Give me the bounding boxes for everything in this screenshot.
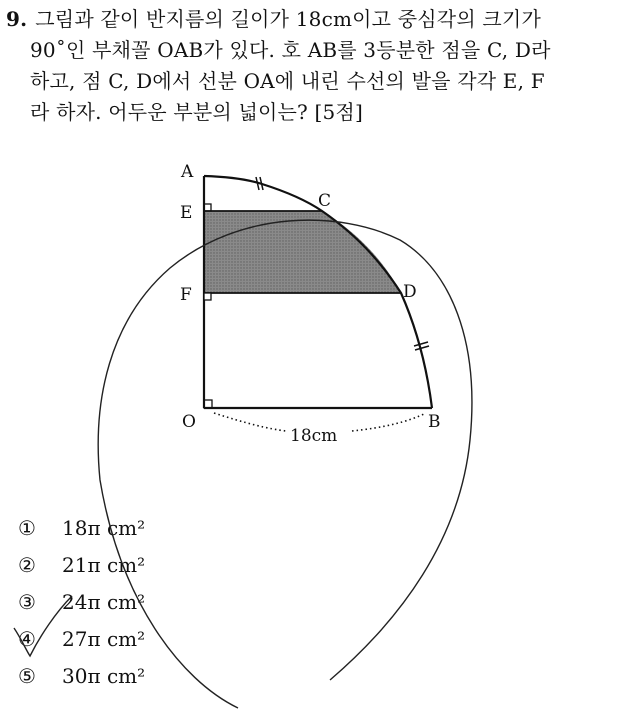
shaded-region bbox=[204, 211, 401, 293]
choice-3-text: 24π cm² bbox=[62, 590, 146, 614]
choice-2[interactable] bbox=[18, 547, 145, 584]
choice-1[interactable] bbox=[18, 510, 145, 547]
label-point-c: C bbox=[318, 191, 332, 211]
choice-4-number: ④ bbox=[18, 627, 36, 651]
arc-tick-mark-3 bbox=[414, 342, 428, 346]
choice-3[interactable] bbox=[18, 584, 145, 621]
label-point-o: O bbox=[182, 412, 196, 432]
choice-5-number: ⑤ bbox=[18, 664, 36, 688]
label-point-f: F bbox=[180, 285, 192, 305]
label-point-e: E bbox=[180, 203, 193, 223]
radius-label: 18cm bbox=[290, 426, 338, 446]
choice-3-number: ③ bbox=[18, 590, 36, 614]
choice-5-text: 30π cm² bbox=[62, 664, 146, 688]
problem-line-3: 하고, 점 C, D에서 선분 OA에 내린 수선의 발을 각각 E, F bbox=[30, 69, 545, 93]
arc-tick-mark-4 bbox=[415, 346, 429, 350]
answer-choices bbox=[18, 510, 145, 695]
label-point-b: B bbox=[428, 412, 441, 432]
label-point-d: D bbox=[403, 282, 417, 302]
choice-1-text: 18π cm² bbox=[62, 516, 146, 540]
choice-2-number: ② bbox=[18, 553, 36, 577]
choice-4-text: 27π cm² bbox=[62, 627, 146, 651]
choice-2-text: 21π cm² bbox=[62, 553, 146, 577]
problem-line-2: 90˚인 부채꼴 OAB가 있다. 호 AB를 3등분한 점을 C, D라 bbox=[30, 38, 551, 62]
right-angle-mark-f bbox=[204, 293, 211, 300]
choice-1-number: ① bbox=[18, 516, 36, 540]
problem-number: 9. bbox=[6, 7, 28, 31]
problem-line-1: 9. 그림과 같이 반지름의 길이가 18cm이고 중심각의 크기가 bbox=[6, 7, 541, 31]
label-point-a: A bbox=[181, 162, 194, 182]
choice-5[interactable] bbox=[18, 658, 145, 695]
choice-4[interactable] bbox=[18, 621, 145, 658]
problem-line-4: 라 하자. 어두운 부분의 넓이는? [5점] bbox=[30, 100, 363, 124]
right-angle-mark-o bbox=[204, 400, 212, 408]
